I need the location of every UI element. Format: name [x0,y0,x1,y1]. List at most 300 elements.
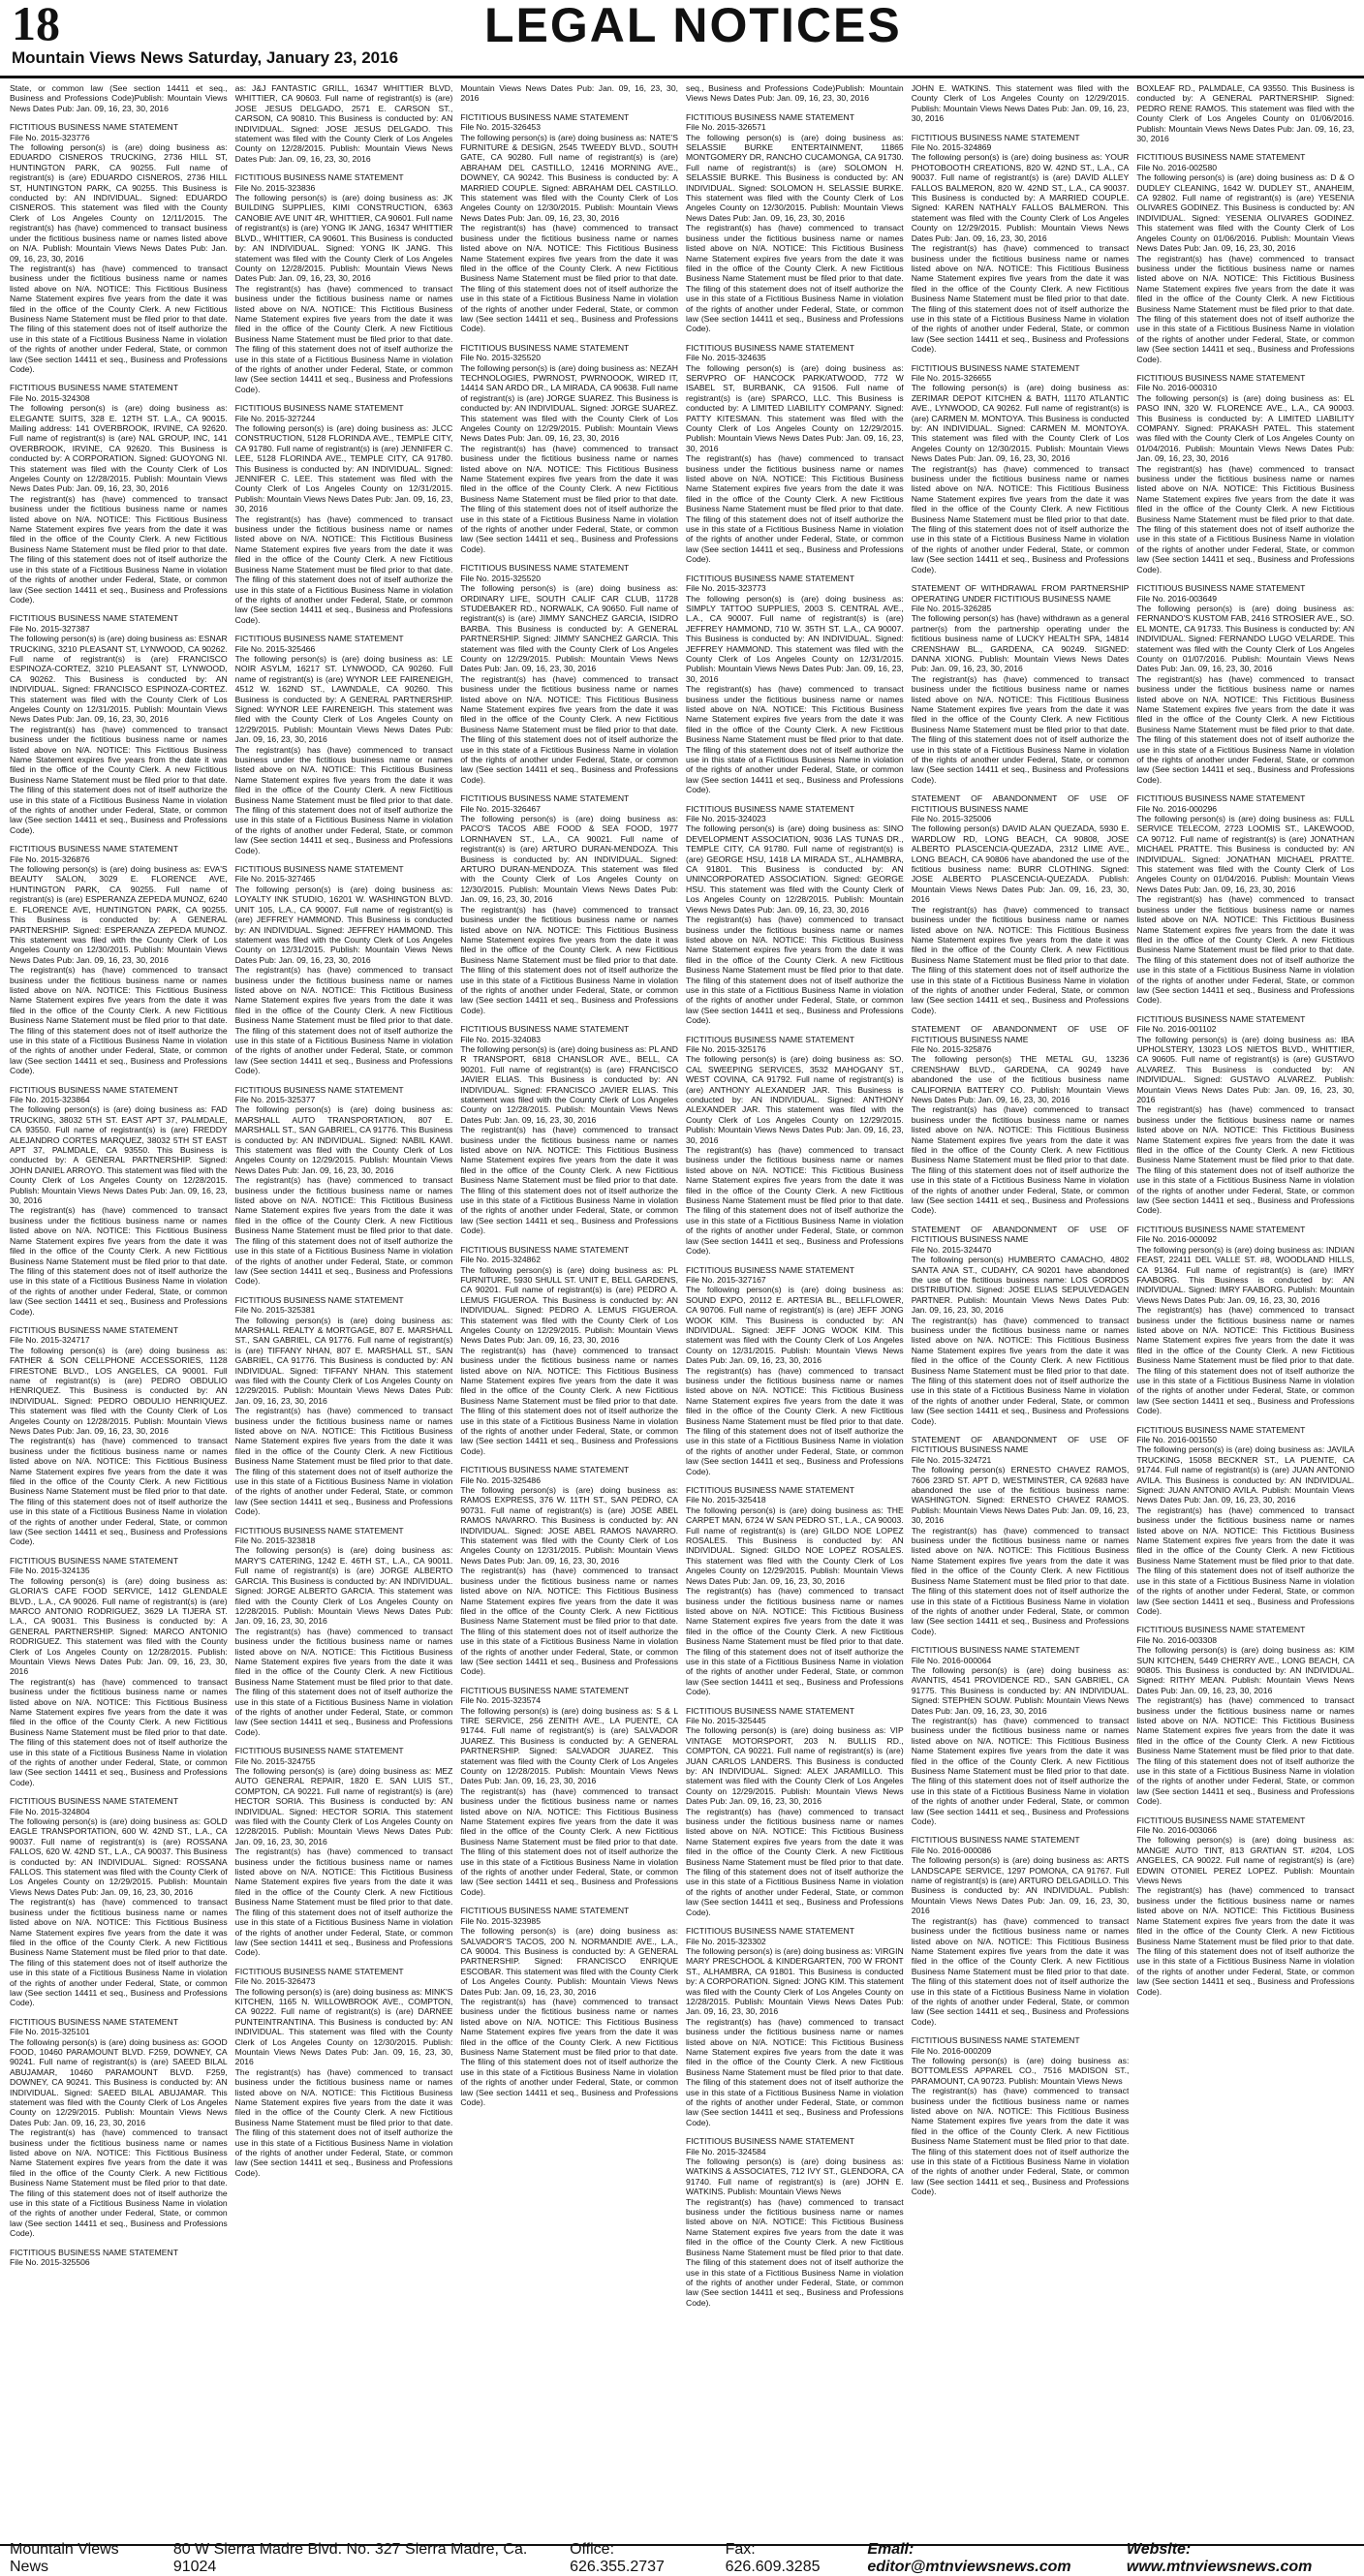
notice-file-number: File No. 2016-000209 [911,2045,992,2056]
legal-notice [460,1906,678,2107]
notice-boilerplate: The registrant(s) has (have) commenced to transact business under the fictitious business name or names listed above on N/A. NOTICE: This Fictitious Business Name Statement expires five years from the date it was filed in the office of the County Clerk. A new Fictitious Business Name Statement must be filed prior to that date. The filing of this statement does not of itself authorize the use in this state of a Fictitious Business Name in violation of the rights of another under Federal, State, or common law (See section 14411 et seq., Business and Professions Code). [1136,1505,1354,1616]
notice-file-number: File No. 2015-326473 [234,1976,316,1987]
notice-title: FICTITIOUS BUSINESS NAME STATEMENT [1136,793,1306,804]
notice-file-number: File No. 2015-323985 [460,1915,541,1926]
notice-file-number: File No. 2015-325006 [911,814,992,824]
notice-title: FICTITIOUS BUSINESS NAME STATEMENT [911,1645,1080,1656]
legal-notice [235,83,453,164]
legal-notice [686,343,904,565]
notice-body: The following person(s) is (are) doing business as: SERVPRO OF HANCOCK PARK/ATWOOD, 772 W ISABEL ST, BURBANK, CA 91506. Full name of registrant(s) is (are) SPARCO, LLC. This Business is conducted by: A LIMITED LIABILITY COMPANY. Signed: PATTY KITESMAN. This statement was filed with the County Clerk of Los Angeles County on 12/29/2015. Publish: Mountain Views News Dates Pub: Jan. 09, 16, 23, 30, 2016 [686,362,904,453]
notice-file-number: File No. 2015-324755 [234,1755,316,1766]
column-3 [460,83,678,2540]
notice-body: The following person(s) is (are) doing business as: GLORIA'S CAFE FOOD SERVICE, 1412 GLENDALE BLVD., L.A., CA 90026. Full name of registrant(s) is (are) MARCO ANTONIO RODRIGUEZ, 3629 LA TIJERA ST. L.A., CA 90031. This Business is conducted by: A GENERAL PARTNERSHIP. Signed: MARCO ANTONIO RODRIGUEZ. This statement was filed with the County Clerk of Los Angeles County on 12/28/2015. Publish: Mountain Views News Dates Pub: Jan. 09, 16, 23, 30, 2016 [10,1575,228,1677]
notice-title: FICTITIOUS BUSINESS NAME STATEMENT [460,1465,630,1475]
notice-file-number: File No. 2015-324083 [460,1034,541,1044]
column-5 [912,83,1130,2540]
notice-file-number: File No. 2015-324721 [911,1454,992,1465]
notice-boilerplate: The registrant(s) has (have) commenced to transact business under the fictitious business name or names listed above on N/A. NOTICE: This Fictitious Business Name Statement expires five years from the date it was filed in the office of the County Clerk. A new Fictitious Business Name Statement must be filed prior to that date. The filing of this statement does not of itself authorize the use in this state of a Fictitious Business Name in violation of the rights of another under Federal, State, or common law (See section 14411 et seq., Business and Professions Code). [234,1626,453,1737]
legal-notice [1136,1425,1354,1617]
notice-boilerplate: The registrant(s) has (have) commenced to transact business under the fictitious business name or names listed above on N/A. NOTICE: This Fictitious Business Name Statement expires five years from the date it was filed in the office of the County Clerk. A new Fictitious Business Name Statement must be filed prior to that date. The filing of this statement does not of itself authorize the use in this state of a Fictitious Business Name in violation of the rights of another under Federal, State, or common law (See section 14411 et seq., Business and Professions Code). [10,493,228,605]
notice-file-number: File No. 2015-325466 [234,643,316,654]
notice-title: FICTITIOUS BUSINESS NAME STATEMENT [10,1796,178,1807]
notice-body: The following person(s) is (are) doing business as: SOUND EXPO, 20112 E. ARTESIA BL., BELLFLOWER, CA 90706. Full name of registrant(s) is (are) JEFF JONG WOOK KIM. This Business is conducted by: AN INDIVIDUAL. Signed: JEFF JONG WOOK KIM. This statement was filed with the County Clerk of Los Angeles County on 12/31/2015. Publish: Mountain Views News Dates Pub: Jan. 09, 16, 23, 30, 2016 [686,1285,904,1366]
notice-title: FICTITIOUS BUSINESS NAME STATEMENT [234,634,404,644]
notice-title: FICTITIOUS BUSINESS NAME STATEMENT [10,122,178,133]
legal-notice [460,1024,678,1236]
notice-file-number: File No. 2016-003308 [1136,1634,1218,1645]
notice-body: The following person(s) is (are) doing business as: LE NOIR ASYLM, 16217 ST. LYNWOOD, CA 90260. Full name of registrant(s) is (are) WYNOR LEE FAIRENEIGH, 4512 W. 162ND ST., LAWNDALE, CA 90260. This Business is conducted by: A GENERAL PARTNERSHIP. Signed: WYNOR LEE FAIRENEIGH. This statement was filed with the County Clerk of Los Angeles County on 12/29/2015. Publish: Mountain Views News Dates Pub: Jan. 09, 16, 23, 30, 2016 [234,653,453,745]
notice-boilerplate: The registrant(s) has (have) commenced to transact business under the fictitious business name or names listed above on N/A. NOTICE: This Fictitious Business Name Statement expires five years from the date it was filed in the office of the County Clerk. A new Fictitious Business Name Statement must be filed prior to that date. The filing of this statement does not of itself authorize the use in this state of a Fictitious Business Name in violation of the rights of another under Federal, State, or common law (See section 14411 et seq., Business and Professions Code). [460,1996,679,2107]
notice-title: FICTITIOUS BUSINESS NAME STATEMENT [234,1525,404,1536]
notice-boilerplate: The registrant(s) has (have) commenced to transact business under the fictitious business name or names listed above on N/A. NOTICE: This Fictitious Business Name Statement expires five years from the date it was filed in the office of the County Clerk. A new Fictitious Business Name Statement must be filed prior to that date. The filing of this statement does not of itself authorize the use in this state of a Fictitious Business Name in violation of the rights of another under Federal, State, or common law (See section 14411 et seq., Business and Professions Code). [686,2196,904,2308]
footer-address: 80 W Sierra Madre Blvd. No. 327 Sierra Madre, Ca. 91024 [172,2540,528,2575]
notice-boilerplate: The registrant(s) has (have) commenced to transact business under the fictitious business name or names listed above on N/A. NOTICE: This Fictitious Business Name Statement expires five years from the date it was filed in the office of the County Clerk. A new Fictitious Business Name Statement must be filed prior to that date. The filing of this statement does not of itself authorize the use in this state of a Fictitious Business Name in violation of the rights of another under Federal, State, or common law (See section 14411 et seq., Business and Professions Code). [686,1365,904,1476]
legal-notice [686,83,904,104]
legal-notice [10,844,228,1075]
notice-title: FICTITIOUS BUSINESS NAME STATEMENT [911,362,1080,373]
notice-boilerplate: The registrant(s) has (have) commenced to transact business under the fictitious business name or names listed above on N/A. NOTICE: This Fictitious Business Name Statement expires five years from the date it was filed in the office of the County Clerk. A new Fictitious Business Name Statement must be filed prior to that date. The filing of this statement does not of itself authorize the use in this state of a Fictitious Business Name in violation of the rights of another under Federal, State, or common law (See section 14411 et seq., Business and Professions Code). [10,1436,228,1547]
notice-file-number: File No. 2015-327387 [10,623,90,634]
notice-title: STATEMENT OF ABANDONMENT OF USE OF FICTITIOUS BUSINESS NAME [911,1224,1130,1245]
notice-boilerplate: The registrant(s) has (have) commenced to transact business under the fictitious business name or names listed above on N/A. NOTICE: This Fictitious Business Name Statement expires five years from the date it was filed in the office of the County Clerk. A new Fictitious Business Name Statement must be filed prior to that date. The filing of this statement does not of itself authorize the use in this state of a Fictitious Business Name in violation of the rights of another under Federal, State, or common law (See section 14411 et seq., Business and Professions Code). [686,453,904,565]
notice-file-number: File No. 2015-325506 [10,2257,90,2268]
notice-body: The following person(s) is (are) doing business as: FULL SERVICE TELECOM, 2723 LOOMIS ST., LAKEWOOD, CA 90712. Full name of registrant(s) is (are) JONATHAN MICHAEL PRATTE. This Business is conducted by: AN INDIVIDUAL. Signed: JONATHAN MICHAEL PRATTE. This statement was filed with the County Clerk of Los Angeles County on 01/04/2016. Publish: Mountain Views News Dates Pub: Jan. 09, 16, 23, 30, 2016 [1136,814,1354,894]
legal-notice [10,2017,228,2239]
notice-body: The following person(s) is (are) doing business as: D & O DUDLEY CLEANING, 1642 W. DUDLEY ST., ANAHEIM, CA 92802. Full name of registrant(s) is (are) YESENIA OLIVARES GODINEZ. This Business is conducted by: AN INDIVIDUAL. Signed: YESENIA OLIVARES GODINEZ. This statement was filed with the County Clerk of Los Angeles County on 01/06/2016. Publish: Mountain Views News Dates Pub: Jan. 09, 16, 23, 30, 2016 [1136,172,1354,254]
column-4 [686,83,904,2540]
legal-notice [1136,1014,1354,1216]
notice-file-number: File No. 2015-323776 [10,132,90,142]
legal-notice [1136,1225,1354,1416]
notice-boilerplate: The registrant(s) has (have) commenced to transact business under the fictitious business name or names listed above on N/A. NOTICE: This Fictitious Business Name Statement expires five years from the date it was filed in the office of the County Clerk. A new Fictitious Business Name Statement must be filed prior to that date. The filing of this statement does not of itself authorize the use in this state of a Fictitious Business Name in violation of the rights of another under Federal, State, or common law (See section 14411 et seq., Business and Professions Code). [460,673,679,785]
notice-body: The following person(s) is (are) doing business as: MARY'S CATERING, 1242 E. 46TH ST., L.A., CA 90011. Full name of registrant(s) is (are) JORGE ALBERTO GARCIA. This Business is conducted by: AN INDIVIDUAL. Signed: JORGE ALBERTO GARCIA. This statement was filed with the County Clerk of Los Angeles County on 12/28/2015. Publish: Mountain Views News Dates Pub: Jan. 09, 16, 23, 30, 2016 [234,1545,453,1627]
notice-title: FICTITIOUS BUSINESS NAME STATEMENT [234,1746,404,1756]
notice-body: The following person(s) has (have) withdrawn as a general partner(s) from the partnership operating under the fictitious business name of LUCKY HEALTH SPA, 14814 CRENSHAW BL., GARDENA, CA 90249. SIGNED: DANNA XIONG. Publish: Mountain Views News Dates Pub: Jan. 09, 16, 23, 30, 2016 [911,613,1130,674]
notice-boilerplate: The registrant(s) has (have) commenced to transact business under the fictitious business name or names listed above on N/A. NOTICE: This Fictitious Business Name Statement expires five years from the date it was filed in the office of the County Clerk. A new Fictitious Business Name Statement must be filed prior to that date. The filing of this statement does not of itself authorize the use in this state of a Fictitious Business Name in violation of the rights of another under Federal, State, or common law (See section 14411 et seq., Business and Professions Code). [10,1205,228,1317]
notice-file-number: File No. 2015-324584 [686,2146,766,2157]
legal-notice [686,1485,904,1697]
notice-file-number: File No. 2015-325445 [686,1715,766,1725]
notice-file-number: File No. 2015-324308 [10,392,90,403]
notice-title: FICTITIOUS BUSINESS NAME STATEMENT [10,1324,178,1335]
notice-file-number: File No. 2015-324470 [911,1244,992,1255]
notice-body: The following person(s) is (are) doing business as: MANGIE AUTO TINT, 813 GRATIAN ST. #204, LOS ANGELES, CA 90022. Full name of registrant(s) is (are) EDWIN OTONIEL PEREZ LOPEZ. Publish: Mountain Views News [1136,1835,1354,1886]
notice-title: FICTITIOUS BUSINESS NAME STATEMENT [234,172,404,183]
legal-notice [235,1526,453,1738]
legal-notices-columns [10,83,1354,2540]
footer-fax: Fax: 626.609.3285 [725,2540,821,2575]
notice-body: The following person(s) is (are) doing business as: PL FURNITURE, 5930 SHULL ST. UNIT E, BELL GARDENS, CA 90201. Full name of registrant(s) is (are) PEDRO A. LEMUS FIGUEROA. This Business is conducted by: AN INDIVIDUAL. Signed: PEDRO A. LEMUS FIGUEROA. This statement was filed with the County Clerk of Los Angeles County on 12/29/2015. Publish: Mountain Views News Dates Pub: Jan. 09, 16, 23, 30, 2016 [460,1264,679,1346]
notice-title: FICTITIOUS BUSINESS NAME STATEMENT [1136,372,1306,383]
footer-website-link[interactable]: Website: www.mtnviewsnews.com [1126,2540,1313,2575]
notice-file-number: File No. 2016-003649 [1136,593,1218,604]
legal-notice [912,1645,1130,1826]
notice-body: The following person(s) is (are) doing business as: AVANTIS, 4541 PROVIDENCE RD., SAN GABRIEL, CA 91775. This Business is conducted by: AN INDIVIDUAL. Signed: STEPHEN SOUW. Publish: Mountain Views News Dates Pub: Jan. 09, 16, 23, 30, 2016 [911,1664,1130,1716]
notice-body: The following person(s) is (are) doing business as: FERNANDO'S KUSTOM FAB, 2416 STROSIER AVE., SO. EL MONTE, CA 91733. This Business is conducted by: AN INDIVIDUAL. Signed: FERNANDO LUGO VELARDE. This statement was filed with the County Clerk of Los Angeles County on 01/07/2016. Publish: Mountain Views News Dates Pub: Jan. 09, 16, 23, 30, 2016 [1136,603,1354,674]
notice-body: The following person(s) is (are) doing business as: GOOD FOOD, 10460 PARAMOUNT BLVD. F259, DOWNEY, CA 90241. Full name of registrant(s) is (are) SAEED BILAL ABUJAMAR, 10460 PARAMOUNT BLVD. F259, DOWNEY, CA 90241. This Business is conducted by: AN INDIVIDUAL. Signed: SAEED BILAL ABUJAMAR. This statement was filed with the County Clerk of Los Angeles County on 12/29/2015. Publish: Mountain Views News Dates Pub: Jan. 09, 16, 23, 30, 2016 [10,2036,228,2127]
notice-title: FICTITIOUS BUSINESS NAME STATEMENT [10,383,178,393]
notice-boilerplate: The registrant(s) has (have) commenced to transact business under the fictitious business name or names listed above on N/A. NOTICE: This Fictitious Business Name Statement expires five years from the date it was filed in the office of the County Clerk. A new Fictitious Business Name Statement must be filed prior to that date. The filing of this statement does not of itself authorize the use in this state of a Fictitious Business Name in violation of the rights of another under Federal, State, or common law (See section 14411 et seq., Business and Professions Code). [234,283,453,394]
notice-title: FICTITIOUS BUSINESS NAME STATEMENT [686,1926,854,1937]
notice-boilerplate: The registrant(s) has (have) commenced to transact business under the fictitious business name or names listed above on N/A. NOTICE: This Fictitious Business Name Statement expires five years from the date it was filed in the office of the County Clerk. A new Fictitious Business Name Statement must be filed prior to that date. The filing of this statement does not of itself authorize the use in this state of a Fictitious Business Name in violation of the rights of another under Federal, State, or common law (See section 14411 et seq., Business and Professions Code). [1136,463,1354,574]
notice-body: The following person(s) is (are) doing business as: SALVADOR'S TACOS, 200 N. NORMANDIE AVE., L.A., CA 90004. This Business is conducted by: A GENERAL PARTNERSHIP. Signed: FRANCISCO ENRIQUE ESCOBAR. This statement was filed with the County Clerk of Los Angeles County. Publish: Mountain Views News Dates Pub: Jan. 09, 16, 23, 30, 2016 [460,1926,679,1997]
notice-title: FICTITIOUS BUSINESS NAME STATEMENT [460,342,630,353]
notice-body: The following person(s) is (are) doing business as: VIRGIN MARY PRESCHOOL & KINDERGARTEN, 700 W FRONT ST., ALHAMBRA, CA 91801. This Business is conducted by: A CORPORATION. Signed: JONG KIM. This statement was filed with the County Clerk of Los Angeles County on 12/28/2015. Publish: Mountain Views News Dates Pub: Jan. 09, 16, 23, 30, 2016 [686,1945,904,2017]
legal-notice [686,1926,904,2127]
notice-boilerplate: The registrant(s) has (have) commenced to transact business under the fictitious business name or names listed above on N/A. NOTICE: This Fictitious Business Name Statement expires five years from the date it was filed in the office of the County Clerk. A new Fictitious Business Name Statement must be filed prior to that date. The filing of this statement does not of itself authorize the use in this state of a Fictitious Business Name in violation of the rights of another under Federal, State, or common law (See section 14411 et seq., Business and Professions Code). [1136,1885,1354,1997]
notice-file-number: File No. 2015-325486 [460,1474,541,1485]
notice-body: The following person(s) is (are) doing business as: EDUARDO CISNEROS TRUCKING, 2736 HILL ST, HUNTINGTON PARK, CA 90255. Full name of registrant(s) is (are) EDUARDO CISNEROS, 2736 HILL ST, HUNTINGTON PARK, CA 90255. This Business is conducted by: AN INDIVIDUAL. Signed: EDUARDO CISNEROS. This statement was filed with the County Clerk of Los Angeles County on 12/11/2015. The registrant(s) has (have) commenced to transact business under the fictitious business name or names listed above on N/A. Publish: Mountain Views News Dates Pub: Jan. 09, 16, 23, 30, 2016 [10,142,228,264]
notice-file-number: File No. 2016-000092 [1136,1234,1218,1245]
notice-boilerplate: The registrant(s) has (have) commenced to transact business under the fictitious business name or names listed above on N/A. NOTICE: This Fictitious Business Name Statement expires five years from the date it was filed in the office of the County Clerk. A new Fictitious Business Name Statement must be filed prior to that date. The filing of this statement does not of itself authorize the use in this state of a Fictitious Business Name in violation of the rights of another under Federal, State, or common law (See section 14411 et seq., Business and Professions Code). [460,1566,679,1677]
legal-notice [235,172,453,394]
notice-body: Mountain Views News Dates Pub: Jan. 09, 16, 23, 30, 2016 [460,83,679,104]
notice-title: FICTITIOUS BUSINESS NAME STATEMENT [1136,1424,1306,1435]
notice-body: The following person(s) is (are) doing business as: MINK'S KITCHEN, 1165 N. WILLOWBROOK AVE., COMPTON, CA 90222. Full name of registrant(s) is (are) DARNEE PUNTEINTRANTINA. This Business is conducted by: AN INDIVIDUAL. This statement was filed with the County Clerk of Los Angeles County on 12/30/2015. Publish: Mountain Views News Dates Pub: Jan. 09, 16, 23, 30, 2016 [234,1986,453,2067]
notice-file-number: File No. 2015-323818 [234,1536,316,1546]
legal-notice [10,1796,228,2008]
notice-body: The following person(s) is (are) doing business as: NATE'S FURNITURE & DESIGN, 2545 TWEEDY BLVD., SOUTH GATE, CA 90280. Full name of registrant(s) is (are) ABRAHAM DEL CASTILLO, 12416 MORNING AVE., DOWNEY, CA 90242. This Business is conducted by: A MARRIED COUPLE. Signed: ABRAHAM DEL CASTILLO. This statement was filed with the County Clerk of Los Angeles County on 12/30/2015. Publish: Mountain Views News Dates Pub: Jan. 09, 16, 23, 30, 2016 [460,132,679,223]
notice-title: FICTITIOUS BUSINESS NAME STATEMENT [234,1294,404,1305]
notice-title: FICTITIOUS BUSINESS NAME STATEMENT [460,1024,630,1035]
notice-file-number: File No. 2015-326285 [911,603,992,613]
notice-boilerplate: The registrant(s) has (have) commenced to transact business under the fictitious business name or names listed above on N/A. NOTICE: This Fictitious Business Name Statement expires five years from the date it was filed in the office of the County Clerk. A new Fictitious Business Name Statement must be filed prior to that date. The filing of this statement does not of itself authorize the use in this state of a Fictitious Business Name in violation of the rights of another under Federal, State, or common law (See section 14411 et seq., Business and Professions Code). [10,965,228,1076]
notice-title: STATEMENT OF ABANDONMENT OF USE OF FICTITIOUS BUSINESS NAME [911,793,1130,814]
legal-notice [10,122,228,374]
legal-notice [912,1024,1130,1216]
legal-notice [460,563,678,785]
legal-notice [10,1325,228,1547]
notice-title: FICTITIOUS BUSINESS NAME STATEMENT [10,2247,178,2257]
notice-title: FICTITIOUS BUSINESS NAME STATEMENT [460,111,630,122]
notice-body: The following person(s) is (are) doing business as: ELEGANTE SUITS, 328 E. 12TH ST. L.A., CA 90015. Mailing address: 141 OVERBROOK, IRVINE, CA 92620. Full name of registrant(s) is (are) NAL GROUP, INC, 141 OVERBROOK, IRVINE, CA 92620. This Business is conducted by: A CORPORATION. Signed: GUOYONG NI. This statement was filed with the County Clerk of Los Angeles County on 12/28/2015. Publish: Mountain Views News Dates Pub: Jan. 09, 16, 23, 30, 2016 [10,403,228,494]
notice-file-number: File No. 2015-323773 [686,583,766,594]
notice-file-number: File No. 2016-001102 [1136,1024,1217,1035]
notice-boilerplate: The registrant(s) has (have) commenced to transact business under the fictitious business name or names listed above on N/A. NOTICE: This Fictitious Business Name Statement expires five years from the date it was filed in the office of the County Clerk. A new Fictitious Business Name Statement must be filed prior to that date. The filing of this statement does not of itself authorize the use in this state of a Fictitious Business Name in violation of the rights of another under Federal, State, or common law (See section 14411 et seq., Business and Professions Code). [686,1806,904,1917]
page-number: 18 [12,0,60,50]
legal-notice [686,112,904,334]
notice-title: FICTITIOUS BUSINESS NAME STATEMENT [234,1966,404,1976]
legal-notice [460,343,678,555]
column-1 [10,83,228,2540]
notice-title: FICTITIOUS BUSINESS NAME STATEMENT [686,111,854,122]
notice-title: FICTITIOUS BUSINESS NAME STATEMENT [911,1835,1080,1846]
notice-title: FICTITIOUS BUSINESS NAME STATEMENT [234,1084,404,1095]
notice-boilerplate: The registrant(s) has (have) commenced to transact business under the fictitious business name or names listed above on N/A. NOTICE: This Fictitious Business Name Statement expires five years from the date it was filed in the office of the County Clerk. A new Fictitious Business Name Statement must be filed prior to that date. The filing of this statement does not of itself authorize the use in this state of a Fictitious Business Name in violation of the rights of another under Federal, State, or common law (See section 14411 et seq., Business and Professions Code). [911,2086,1130,2197]
notice-file-number: File No. 2015-325876 [911,1043,992,1054]
legal-notice [912,1225,1130,1426]
notice-boilerplate: The registrant(s) has (have) commenced to transact business under the fictitious business name or names listed above on N/A. NOTICE: This Fictitious Business Name Statement expires five years from the date it was filed in the office of the County Clerk. A new Fictitious Business Name Statement must be filed prior to that date. The filing of this statement does not of itself authorize the use in this state of a Fictitious Business Name in violation of the rights of another under Federal, State, or common law (See section 14411 et seq., Business and Professions Code). [686,915,904,1026]
notice-boilerplate: The registrant(s) has (have) commenced to transact business under the fictitious business name or names listed above on N/A. NOTICE: This Fictitious Business Name Statement expires five years from the date it was filed in the office of the County Clerk. A new Fictitious Business Name Statement must be filed prior to that date. The filing of this statement does not of itself authorize the use in this state of a Fictitious Business Name in violation of the rights of another under Federal, State, or common law (See section 14411 et seq., Business and Professions Code). [1136,253,1354,364]
notice-body: The following person(s) is (are) doing business as: LOYALTY INK STUDIO, 16201 W. WASHINGTON BLVD. UNIT 105, L.A., CA 90007. Full name of registrant(s) is (are) JEFFREY HAMMOND. This Business is conducted by: AN INDIVIDUAL. Signed: JEFFREY HAMMOND. This statement was filed with the County Clerk of Los Angeles County on 12/31/2015. Publish: Mountain Views News Dates Pub: Jan. 09, 16, 23, 30, 2016 [234,884,453,965]
notice-file-number: File No. 2015-325176 [686,1043,766,1054]
notice-body: The following person(s) is (are) doing business as: EVA'S BEAUTY SALON, 3029 E. FLORENCE AVE, HUNTINGTON PARK, CA 90255. Full name of registrant(s) is (are) ESPERANZA ZEPEDA MUNOZ, 6240 E. FLORENCE AVE, HUNTINGTON PARK, CA 90255. This Business is conducted by: A GENERAL PARTNERSHIP. Signed: ESPERANZA ZEPEDA MUNOZ. This statement was filed with the County Clerk of Los Angeles County on 12/30/2015. Publish: Mountain Views News Dates Pub: Jan. 09, 16, 23, 30, 2016 [10,864,228,965]
notice-boilerplate: The registrant(s) has (have) commenced to transact business under the fictitious business name or names listed above on N/A. NOTICE: This Fictitious Business Name Statement expires five years from the date it was filed in the office of the County Clerk. A new Fictitious Business Name Statement must be filed prior to that date. The filing of this statement does not of itself authorize the use in this state of a Fictitious Business Name in violation of the rights of another under Federal, State, or common law (See section 14411 et seq., Business and Professions Code). [10,2127,228,2239]
legal-notice [235,1746,453,1958]
notice-title: FICTITIOUS BUSINESS NAME STATEMENT [10,844,178,854]
legal-notice [460,1465,678,1677]
notice-body: as: J&J FANTASTIC GRILL, 16347 WHITTIER BLVD, WHITTIER, CA 90603. Full name of registrant(s) is (are) JOSE JESUS DELGADO, 2571 E. CARSON ST., CARSON, CA 90810. This Business is conducted by: AN INDIVIDUAL. Signed: JOSE JESUS DELGADO. This statement was filed with the County Clerk of Los Angeles County on 12/28/2015. Publish: Mountain Views News Dates Pub: Jan. 09, 16, 23, 30, 2016 [234,83,453,164]
notice-title: FICTITIOUS BUSINESS NAME STATEMENT [1136,152,1306,163]
page-footer [0,2540,1364,2575]
legal-notice [912,363,1130,575]
notice-file-number: File No. 2015-326876 [10,853,90,864]
paper-dateline: Mountain Views News Saturday, January 23, 2016 [12,48,399,67]
notice-body: The following person(s) is (are) doing business as: ARTS LANDSCAPE SERVICE, 1297 POMONA, CA 91767. Full name of registrant(s) is (are) ARTURO DELGADILLO. This Business is conducted by: AN INDIVIDUAL. Publish: Mountain Views News Dates Pub: Jan. 09, 16, 23, 30, 2016 [911,1855,1130,1916]
notice-boilerplate: The registrant(s) has (have) commenced to transact business under the fictitious business name or names listed above on N/A. NOTICE: This Fictitious Business Name Statement expires five years from the date it was filed in the office of the County Clerk. A new Fictitious Business Name Statement must be filed prior to that date. The filing of this statement does not of itself authorize the use in this state of a Fictitious Business Name in violation of the rights of another under Federal, State, or common law (See section 14411 et seq., Business and Professions Code). [911,904,1130,1015]
notice-title: FICTITIOUS BUSINESS NAME STATEMENT [10,2016,178,2027]
notice-boilerplate: The registrant(s) has (have) commenced to transact business under the fictitious business name or names listed above on N/A. NOTICE: This Fictitious Business Name Statement expires five years from the date it was filed in the office of the County Clerk. A new Fictitious Business Name Statement must be filed prior to that date. The filing of this statement does not of itself authorize the use in this state of a Fictitious Business Name in violation of the rights of another under Federal, State, or common law (See section 14411 et seq., Business and Professions Code). [234,965,453,1076]
legal-notice [686,804,904,1026]
notice-title: FICTITIOUS BUSINESS NAME STATEMENT [686,573,854,583]
notice-file-number: File No. 2015-326453 [460,122,541,133]
notice-body: The following person(s) is (are) doing business as: EL PASO INN, 320 W. FLORENCE AVE., L.A., CA 90003. This Business is conducted by: A LIMITED LIABILITY COMPANY. Signed: PRAKASH PATEL. This statement was filed with the County Clerk of Los Angeles County on 01/04/2016. Publish: Mountain Views News Dates Pub: Jan. 09, 16, 23, 30, 2016 [1136,392,1354,464]
notice-body: JOHN E. WATKINS. This statement was filed with the County Clerk of Los Angeles County on 12/29/2015. Publish: Mountain Views News Dates Pub: Jan. 09, 16, 23, 30, 2016 [911,83,1130,124]
legal-notice [1136,373,1354,574]
notice-body: The following person(s) is (are) doing business as: VIP VINTAGE MOTORSPORT, 203 N. BULLIS RD., COMPTON, CA 90221. Full name of registrant(s) is (are) JUAN CARLOS LANDERS. This Business is conducted by: AN INDIVIDUAL. Signed: ALEX JARAMILLO. This statement was filed with the County Clerk of Los Angeles County on 12/29/2015. Publish: Mountain Views News Dates Pub: Jan. 09, 16, 23, 30, 2016 [686,1725,904,1807]
section-title: LEGAL NOTICES [484,0,902,52]
page-header [0,0,1364,78]
column-6 [1136,83,1354,2540]
notice-body: The following person(s) is (are) doing business as: BOTTOMLESS APPAREL CO., 7516 MADISON ST., PARAMOUNT, CA 90723. Publish: Mountain Views News [911,2055,1130,2086]
notice-body: The following person(s) is (are) doing business as: JAVILA TRUCKING, 15058 BECKNER ST., LA PUENTE, CA 91744. Full name of registrant(s) is (are) JUAN ANTONIO AVILA. This Business is conducted by: AN INDIVIDUAL. Signed: JUAN ANTONIO AVILA. Publish: Mountain Views News Dates Pub: Jan. 09, 16, 23, 30, 2016 [1136,1444,1354,1505]
notice-body: The following person(s) is (are) doing business as: THE CARPET MAN, 6724 W SAN PEDRO ST., L.A., CA 90003. Full name of registrant(s) is (are) GILDO NOE LOPEZ ROSALES. This Business is conducted by: AN INDIVIDUAL. Signed: GILDO NOE LOPEZ ROSALES. This statement was filed with the County Clerk of Los Angeles County on 12/29/2015. Publish: Mountain Views News Dates Pub: Jan. 09, 16, 23, 30, 2016 [686,1505,904,1586]
notice-file-number: File No. 2015-324635 [686,353,766,363]
notice-title: FICTITIOUS BUSINESS NAME STATEMENT [686,1034,854,1044]
notice-file-number: File No. 2016-000086 [911,1845,992,1855]
notice-boilerplate: The registrant(s) has (have) commenced to transact business under the fictitious business name or names listed above on N/A. NOTICE: This Fictitious Business Name Statement expires five years from the date it was filed in the office of the County Clerk. A new Fictitious Business Name Statement must be filed prior to that date. The filing of this statement does not of itself authorize the use in this state of a Fictitious Business Name in violation of the rights of another under Federal, State, or common law (See section 14411 et seq., Business and Professions Code). [911,243,1130,355]
notice-boilerplate: The registrant(s) has (have) commenced to transact business under the fictitious business name or names listed above on N/A. NOTICE: This Fictitious Business Name Statement expires five years from the date it was filed in the office of the County Clerk. A new Fictitious Business Name Statement must be filed prior to that date. The filing of this statement does not of itself authorize the use in this state of a Fictitious Business Name in violation of the rights of another under Federal, State, or common law (See section 14411 et seq., Business and Professions Code). [10,1676,228,1787]
legal-notice [1136,1816,1354,1997]
legal-notice [912,2035,1130,2197]
legal-notice [10,2248,228,2268]
notice-body: The following person(s) is (are) doing business as: SO. CAL SWEEPING SERVICES, 3532 MAHOGANY ST., WEST COVINA, CA 91792. Full name of registrant(s) is (are) ANTHONY ALEXANDER JAR. This Business is conducted by: AN INDIVIDUAL. Signed: ANTHONY ALEXANDER JAR. This statement was filed with the County Clerk of Los Angeles County on 12/29/2015. Publish: Mountain Views News Dates Pub: Jan. 09, 16, 23, 30, 2016 [686,1054,904,1145]
legal-notice [912,583,1130,785]
notice-body: The following person(s) is (are) doing business as: RAMOS EXPRESS, 376 W. 11TH ST., SAN PEDRO, CA 90731. Full name of registrant(s) is (are) JOSE ABEL RAMOS NAVARRO. This Business is conducted by: AN INDIVIDUAL. Signed: JOSE ABEL RAMOS NAVARRO. This statement was filed with the County Clerk of Los Angeles County on 12/31/2015. Publish: Mountain Views News Dates Pub: Jan. 09, 16, 23, 30, 2016 [460,1485,679,1566]
notice-title: FICTITIOUS BUSINESS NAME STATEMENT [1136,1815,1306,1825]
notice-boilerplate: The registrant(s) has (have) commenced to transact business under the fictitious business name or names listed above on N/A. NOTICE: This Fictitious Business Name Statement expires five years from the date it was filed in the office of the County Clerk. A new Fictitious Business Name Statement must be filed prior to that date. The filing of this statement does not of itself authorize the use in this state of a Fictitious Business Name in violation of the rights of another under Federal, State, or common law (See section 14411 et seq., Business and Professions Code). [911,673,1130,785]
notice-boilerplate: The registrant(s) has (have) commenced to transact business under the fictitious business name or names listed above on N/A. NOTICE: This Fictitious Business Name Statement expires five years from the date it was filed in the office of the County Clerk. A new Fictitious Business Name Statement must be filed prior to that date. The filing of this statement does not of itself authorize the use in this state of a Fictitious Business Name in violation of the rights of another under Federal, State, or common law (See section 14411 et seq., Business and Professions Code). [686,1145,904,1257]
notice-title: FICTITIOUS BUSINESS NAME STATEMENT [1136,1224,1306,1234]
notice-boilerplate: The registrant(s) has (have) commenced to transact business under the fictitious business name or names listed above on N/A. NOTICE: This Fictitious Business Name Statement expires five years from the date it was filed in the office of the County Clerk. A new Fictitious Business Name Statement must be filed prior to that date. The filing of this statement does not of itself authorize the use in this state of a Fictitious Business Name in violation of the rights of another under Federal, State, or common law (See section 14411 et seq., Business and Professions Code). [460,1125,679,1236]
notice-file-number: File No. 2015-324135 [10,1566,90,1576]
notice-title: FICTITIOUS BUSINESS NAME STATEMENT [10,1555,178,1566]
notice-body: The following person(s) is (are) doing business as: PACO'S TACOS ABE FOOD & SEA FOOD, 1977 LORNHAVEN ST., L.A., CA 90021. Full name of registrant(s) is (are) ARTURO DURAN-MENDOZA. This Business is conducted by: AN INDIVIDUAL. Signed: ARTURO DURAN-MENDOZA. This statement was filed with the County Clerk of Los Angeles County on 12/30/2015. Publish: Mountain Views News Dates Pub: Jan. 09, 16, 23, 30, 2016 [460,814,679,905]
notice-title: FICTITIOUS BUSINESS NAME STATEMENT [686,803,854,814]
notice-file-number: File No. 2015-324023 [686,814,766,824]
notice-file-number: File No. 2015-325381 [234,1305,316,1316]
notice-file-number: File No. 2015-324804 [10,1806,90,1816]
notice-boilerplate: The registrant(s) has (have) commenced to transact business under the fictitious business name or names listed above on N/A. NOTICE: This Fictitious Business Name Statement expires five years from the date it was filed in the office of the County Clerk. A new Fictitious Business Name Statement must be filed prior to that date. The filing of this statement does not of itself authorize the use in this state of a Fictitious Business Name in violation of the rights of another under Federal, State, or common law (See section 14411 et seq., Business and Professions Code). [686,223,904,334]
notice-title: FICTITIOUS BUSINESS NAME STATEMENT [686,1485,854,1496]
notice-file-number: File No. 2016-002580 [1136,162,1218,172]
notice-boilerplate: The registrant(s) has (have) commenced to transact business under the fictitious business name or names listed above on N/A. NOTICE: This Fictitious Business Name Statement expires five years from the date it was filed in the office of the County Clerk. A new Fictitious Business Name Statement must be filed prior to that date. The filing of this statement does not of itself authorize the use in this state of a Fictitious Business Name in violation of the rights of another under Federal, State, or common law (See section 14411 et seq., Business and Professions Code). [911,463,1130,574]
notice-boilerplate: The registrant(s) has (have) commenced to transact business under the fictitious business name or names listed above on N/A. NOTICE: This Fictitious Business Name Statement expires five years from the date it was filed in the office of the County Clerk. A new Fictitious Business Name Statement must be filed prior to that date. The filing of this statement does not of itself authorize the use in this state of a Fictitious Business Name in violation of the rights of another under Federal, State, or common law (See section 14411 et seq., Business and Professions Code). [460,1345,679,1456]
notice-file-number: File No. 2015-323574 [460,1695,541,1706]
notice-body: The following person(s) is (are) doing business as: GOLD EAGLE TRANSPORTATION, 600 W. 42ND ST., L.A., CA 90037. Full name of registrant(s) is (are) ROSSANA FALLOS, 620 W. 42ND ST., L.A., CA 90037. This Business is conducted by: AN INDIVIDUAL. Signed: ROSSANA FALLOS. This statement was filed with the County Clerk of Los Angeles County on 12/29/2015. Publish: Mountain Views News Dates Pub: Jan. 09, 16, 23, 30, 2016 [10,1816,228,1897]
notice-boilerplate: The registrant(s) has (have) commenced to transact business under the fictitious business name or names listed above on N/A. NOTICE: This Fictitious Business Name Statement expires five years from the date it was filed in the office of the County Clerk. A new Fictitious Business Name Statement must be filed prior to that date. The filing of this statement does not of itself authorize the use in this state of a Fictitious Business Name in violation of the rights of another under Federal, State, or common law (See section 14411 et seq., Business and Professions Code). [1136,1104,1354,1216]
notice-title: FICTITIOUS BUSINESS NAME STATEMENT [911,2035,1080,2046]
notice-body: The following person(s) is (are) doing business as: IBA UPHOLSTERY, 13023 LOS NIETOS BLVD., WHITTIER, CA 90605. Full name of registrant(s) is (are) GUSTAVO ALVAREZ. This Business is conducted by: AN INDIVIDUAL. Signed: GUSTAVO ALVAREZ. Publish: Mountain Views News Dates Pub: Jan. 09, 16, 23, 30, 2016 [1136,1034,1354,1104]
legal-notice [912,83,1130,124]
notice-title: FICTITIOUS BUSINESS NAME STATEMENT [10,613,178,624]
notice-title: FICTITIOUS BUSINESS NAME STATEMENT [686,2136,854,2147]
notice-file-number: File No. 2015-324862 [460,1255,541,1265]
notice-boilerplate: The registrant(s) has (have) commenced to transact business under the fictitious business name or names listed above on N/A. NOTICE: This Fictitious Business Name Statement expires five years from the date it was filed in the office of the County Clerk. A new Fictitious Business Name Statement must be filed prior to that date. The filing of this statement does not of itself authorize the use in this state of a Fictitious Business Name in violation of the rights of another under Federal, State, or common law (See section 14411 et seq., Business and Professions Code). [911,1104,1130,1216]
notice-title: FICTITIOUS BUSINESS NAME STATEMENT [911,132,1080,142]
notice-body: The following person(s) is (are) doing business as: JK BUILDING SUPPLIES, KIMI CONSTRUCTION, 6363 CANOBIE AVE UNIT 4R, WHITTIER, CA 90601. Full name of registrant(s) is (are) YONG IK JANG, 16347 WHITTIER BLVD., WHITTIER, CA 90601. This Business is conducted by: AN INDIVIDUAL. Signed: YONG IK JANG. This statement was filed with the County Clerk of Los Angeles County on 12/28/2015. Publish: Mountain Views News Dates Pub: Jan. 09, 16, 23, 30, 2016 [234,193,453,284]
legal-notice [460,83,678,104]
notice-boilerplate: The registrant(s) has (have) commenced to transact business under the fictitious business name or names listed above on N/A. NOTICE: This Fictitious Business Name Statement expires five years from the date it was filed in the office of the County Clerk. A new Fictitious Business Name Statement must be filed prior to that date. The filing of this statement does not of itself authorize the use in this state of a Fictitious Business Name in violation of the rights of another under Federal, State, or common law (See section 14411 et seq., Business and Professions Code). [234,1175,453,1287]
legal-notice [686,1265,904,1477]
notice-body: The following person(s) DAVID ALAN QUEZADA, 5930 E. WARDLOW RD, LONG BEACH, CA 90808, JOSE ALBERTO PLASCENCIA-QUEZADA, 2312 LIME AVE., LONG BEACH, CA 90806 have abandoned the use of the fictitious business name: BURR CLOTHING. Signed: JOSE ALBERTO PLASCENCIA-QUEZADA. Publish: Mountain Views News Dates Pub: Jan. 09, 16, 23, 30, 2016 [911,823,1130,905]
legal-notice [912,133,1130,355]
notice-file-number: File No. 2015-327465 [234,874,316,885]
notice-body: The following person(s) is (are) doing business as: SIMPLY TATTOO SUPPLIES, 2003 S. CENTRAL AVE., L.A., CA 90007. Full name of registrant(s) is (are) JEFFREY HAMMOND, 710 W. 35TH ST. L.A., CA 90007. This Business is conducted by: AN INDIVIDUAL. Signed: JEFFREY HAMMOND. This statement was filed with the County Clerk of Los Angeles County on 12/31/2015. Publish: Mountain Views News Dates Pub: Jan. 09, 16, 23, 30, 2016 [686,593,904,684]
notice-file-number: File No. 2015-325520 [460,573,541,583]
legal-notice [686,1706,904,1918]
notice-boilerplate: The registrant(s) has (have) commenced to transact business under the fictitious business name or names listed above on N/A. NOTICE: This Fictitious Business Name Statement expires five years from the date it was filed in the office of the County Clerk. A new Fictitious Business Name Statement must be filed prior to that date. The filing of this statement does not of itself authorize the use in this state of a Fictitious Business Name in violation of the rights of another under Federal, State, or common law (See section 14411 et seq., Business and Professions Code). [1136,1695,1354,1807]
legal-notice [235,864,453,1076]
notice-body: The following person(s) is (are) doing business as: MEZ AUTO GENERAL REPAIR, 1820 E. SAN LUIS ST., COMPTON, CA 90221. Full name of registrant(s) is (are) HECTOR SORIA. This Business is conducted by: AN INDIVIDUAL. Signed: HECTOR SORIA. This statement was filed with the County Clerk of Los Angeles County on 12/28/2015. Publish: Mountain Views News Dates Pub: Jan. 09, 16, 23, 30, 2016 [234,1766,453,1847]
notice-body: The following person(s) is (are) doing business as: FATHER & SON CELLPHONE ACCESSORIES, 1128 FIRESTONE BLVD., LOS ANGELES, CA 90001. Full name of registrant(s) is (are) PEDRO OBDULIO HENRIQUEZ. This Business is conducted by: AN INDIVIDUAL. Signed: PEDRO OBDULIO HENRIQUEZ. This statement was filed with the County Clerk of Los Angeles County on 12/28/2015. Publish: Mountain Views News Dates Pub: Jan. 09, 16, 23, 30, 2016 [10,1345,228,1436]
notice-boilerplate: The registrant(s) has (have) commenced to transact business under the fictitious business name or names listed above on N/A. NOTICE: This Fictitious Business Name Statement expires five years from the date it was filed in the office of the County Clerk. A new Fictitious Business Name Statement must be filed prior to that date. The filing of this statement does not of itself authorize the use in this state of a Fictitious Business Name in violation of the rights of another under Federal, State, or common law (See section 14411 et seq., Business and Professions Code). [234,2066,453,2178]
notice-file-number: File No. 2016-001550 [1136,1435,1218,1444]
notice-boilerplate: The registrant(s) has (have) commenced to transact business under the fictitious business name or names listed above on N/A. NOTICE: This Fictitious Business Name Statement expires five years from the date it was filed in the office of the County Clerk. A new Fictitious Business Name Statement must be filed prior to that date. The filing of this statement does not of itself authorize the use in this state of a Fictitious Business Name in violation of the rights of another under Federal, State, or common law (See section 14411 et seq., Business and Professions Code). [1136,1305,1354,1416]
legal-notice [1136,1625,1354,1806]
notice-body: The following person(s) is (are) doing business as: PL AND R TRANSPORT, 6818 CHANSLOR AVE., BELL, CA 90201. Full name of registrant(s) is (are) FRANCISCO JAVIER ELIAS. This Business is conducted by: AN INDIVIDUAL. Signed: FRANCISCO JAVIER ELIAS. This statement was filed with the County Clerk of Los Angeles County on 12/28/2015. Publish: Mountain Views News Dates Pub: Jan. 09, 16, 23, 30, 2016 [460,1043,679,1125]
notice-file-number: File No. 2016-000310 [1136,383,1218,393]
legal-notice [460,1245,678,1457]
notice-body: The following person(s) is (are) doing business as: KIM SUN KITCHEN, 5449 CHERRY AVE., LONG BEACH, CA 90805. This Business is conducted by: AN INDIVIDUAL. Signed: RITHY MEAN. Publish: Mountain Views News Dates Pub: Jan. 09, 16, 23, 30, 2016 [1136,1645,1354,1695]
notice-boilerplate: The registrant(s) has (have) commenced to transact business under the fictitious business name or names listed above on N/A. NOTICE: This Fictitious Business Name Statement expires five years from the date it was filed in the office of the County Clerk. A new Fictitious Business Name Statement must be filed prior to that date. The filing of this statement does not of itself authorize the use in this state of a Fictitious Business Name in violation of the rights of another under Federal, State, or common law (See section 14411 et seq., Business and Professions Code). [10,724,228,835]
notice-body: The following person(s) HUMBERTO CAMACHO, 4802 SANTA ANA ST., CUDAHY, CA 90201 have abandoned the use of the fictitious business name: LOS GORDOS DISTRIBUTION. Signed: JOSE ELIAS SEPULVEDAGEN PARTNER. Publish: Mountain Views News Dates Pub: Jan. 09, 16, 23, 30, 2016 [911,1255,1130,1316]
legal-notice [686,2136,904,2308]
notice-title: FICTITIOUS BUSINESS NAME STATEMENT [1136,1013,1306,1024]
notice-body: The following person(s) is (are) doing business as: SINO DEVELOPMENT ASSOCIATION, 9036 LAS TUNAS DR., TEMPLE CITY, CA 91780. Full name of registrant(s) is (are) GEORGE HSU, 1418 LA MIRADA ST., ALHAMBRA, CA 91801. This Business is conducted by: AN UNINCORPORATED ASSOCIATION. Signed: GEORGE HSU. This statement was filed with the County Clerk of Los Angeles County on 12/28/2015. Publish: Mountain Views News Dates Pub: Jan. 09, 16, 23, 30, 2016 [686,823,904,915]
notice-boilerplate: The registrant(s) has (have) commenced to transact business under the fictitious business name or names listed above on N/A. NOTICE: This Fictitious Business Name Statement expires five years from the date it was filed in the office of the County Clerk. A new Fictitious Business Name Statement must be filed prior to that date. The filing of this statement does not of itself authorize the use in this state of a Fictitious Business Name in violation of the rights of another under Federal, State, or common law (See section 14411 et seq., Business and Professions Code). [911,1715,1130,1827]
notice-file-number: File No. 2015-327244 [234,413,316,423]
footer-office: Office: 626.355.2737 [570,2540,665,2575]
notice-file-number: File No. 2015-325418 [686,1495,766,1505]
legal-notice [686,1035,904,1257]
notice-file-number: File No. 2016-000064 [911,1655,992,1665]
notice-file-number: File No. 2015-323864 [10,1095,90,1104]
notice-boilerplate: The registrant(s) has (have) commenced to transact business under the fictitious business name or names listed above on N/A. NOTICE: This Fictitious Business Name Statement expires five years from the date it was filed in the office of the County Clerk. A new Fictitious Business Name Statement must be filed prior to that date. The filing of this statement does not of itself authorize the use in this state of a Fictitious Business Name in violation of the rights of another under Federal, State, or common law (See section 14411 et seq., Business and Professions Code). [1136,673,1354,785]
notice-body: The following person(s) is (are) doing business as: S & L TIRE SERVICE, 256 ZENITH AVE., LA PUENTE, CA 91744. Full name of registrant(s) is (are) SALVADOR JUAREZ. This Business is conducted by: A GENERAL PARTNERSHIP. Signed: SALVADOR JUAREZ. This statement was filed with the County Clerk of Los Angeles County on 12/28/2015. Publish: Mountain Views News Dates Pub: Jan. 09, 16, 23, 30, 2016 [460,1705,679,1786]
notice-body: State, or common law (See section 14411 et seq., Business and Professions Code)Publish: Mountain Views News Dates Pub: Jan. 09, 16, 23, 30, 2016 [10,83,228,113]
notice-body: The following person(s) is (are) doing business as: MARSHALL REALTY & MORTGAGE, 807 E. MARSHALL ST., SAN GABRIEL, CA 91776. Full name of registrant(s) is (are) TIFFANY NHAN, 807 E. MARSHALL ST., SAN GABRIEL, CA 91776. This Business is conducted by: AN INDIVIDUAL. Signed: TIFFANY NHAN. This statement was filed with the County Clerk of Los Angeles County on 12/29/2015. Publish: Mountain Views News Dates Pub: Jan. 09, 16, 23, 30, 2016 [234,1315,453,1406]
notice-title: STATEMENT OF ABANDONMENT OF USE OF FICTITIOUS BUSINESS NAME [911,1024,1130,1044]
notice-body: BOXLEAF RD., PALMDALE, CA 93550. This Business is conducted by: A GENERAL PARTNERSHIP. Signed: PEDRO RENE RAMOS. This statement was filed with the County Clerk of Los Angeles County on 01/06/2016. Publish: Mountain Views News Dates Pub: Jan. 09, 16, 23, 30, 2016 [1136,83,1354,144]
legal-notice [10,383,228,605]
notice-title: STATEMENT OF ABANDONMENT OF USE OF FICTITIOUS BUSINESS NAME [911,1435,1130,1455]
legal-notice [912,793,1130,1015]
notice-body: seq., Business and Professions Code)Publish: Mountain Views News Dates Pub: Jan. 09, 16, 23, 30, 2016 [686,83,904,104]
notice-file-number: File No. 2015-323836 [234,182,316,193]
notice-file-number: File No. 2015-326571 [686,122,766,133]
notice-boilerplate: The registrant(s) has (have) commenced to transact business under the fictitious business name or names listed above on N/A. NOTICE: This Fictitious Business Name Statement expires five years from the date it was filed in the office of the County Clerk. A new Fictitious Business Name Statement must be filed prior to that date. The filing of this statement does not of itself authorize the use in this state of a Fictitious Business Name in violation of the rights of another under Federal, State, or common law (See section 14411 et seq., Business and Professions Code). [460,1785,679,1897]
notice-file-number: File No. 2015-326655 [911,372,992,383]
notice-title: FICTITIOUS BUSINESS NAME STATEMENT [686,342,854,353]
notice-file-number: File No. 2015-326467 [460,803,541,814]
notice-body: The following person(s) is (are) doing business as: ESNAR TRUCKING, 3210 PLEASANT ST, LYNWOOD, CA 90262. Full name of registrant(s) is (are) FRANCISCO ESPINOZA-CORTEZ, 3210 PLEASANT ST, LYNWOOD, CA 90262. This Business is conducted by: AN INDIVIDUAL. Signed: FRANCISCO ESPINOZA-CORTEZ. This statement was filed with the County Clerk of Los Angeles County on 12/31/2015. Publish: Mountain Views News Dates Pub: Jan. 09, 16, 23, 30, 2016 [10,634,228,725]
notice-boilerplate: The registrant(s) has (have) commenced to transact business under the fictitious business name or names listed above on N/A. NOTICE: This Fictitious Business Name Statement expires five years from the date it was filed in the office of the County Clerk. A new Fictitious Business Name Statement must be filed prior to that date. The filing of this statement does not of itself authorize the use in this state of a Fictitious Business Name in violation of the rights of another under Federal, State, or common law (See section 14411 et seq., Business and Professions Code). [10,263,228,374]
notice-boilerplate: The registrant(s) has (have) commenced to transact business under the fictitious business name or names listed above on N/A. NOTICE: This Fictitious Business Name Statement expires five years from the date it was filed in the office of the County Clerk. A new Fictitious Business Name Statement must be filed prior to that date. The filing of this statement does not of itself authorize the use in this state of a Fictitious Business Name in violation of the rights of another under Federal, State, or common law (See section 14411 et seq., Business and Professions Code). [911,1315,1130,1426]
notice-file-number: File No. 2015-323302 [686,1936,766,1946]
notice-body: The following person(s) is (are) doing business as: YOUR PHOTOBOOTH CREATIONS, 820 W. 42ND ST., L.A., CA 90037. Full name of registrant(s) is (are) DAVID ALLEY FALLOS BALMERON, 820 W. 42ND ST., L.A., CA 90037. This Business is conducted by: A MARRIED COUPLE. Signed: KAREN NATHALY FALLOS BALMERON. This statement was filed with the County Clerk of Los Angeles County on 12/29/2015. Publish: Mountain Views News Dates Pub: Jan. 09, 16, 23, 30, 2016 [911,152,1130,243]
legal-notice [10,1085,228,1317]
footer-paper: Mountain Views News [10,2540,119,2575]
legal-notice [1136,152,1354,364]
notice-boilerplate: The registrant(s) has (have) commenced to transact business under the fictitious business name or names listed above on N/A. NOTICE: This Fictitious Business Name Statement expires five years from the date it was filed in the office of the County Clerk. A new Fictitious Business Name Statement must be filed prior to that date. The filing of this statement does not of itself authorize the use in this state of a Fictitious Business Name in violation of the rights of another under Federal, State, or common law (See section 14411 et seq., Business and Professions Code). [1136,894,1354,1006]
notice-body: The following person(s) is (are) doing business as: NEZAH TECHNOLOGIES, PWRNOST, PWRNOOOK, WIRED IT, 14414 SAN ARDO DR., LA MIRADA, CA 90638. Full name of registrant(s) is (are) JORGE SUAREZ. This Business is conducted by: AN INDIVIDUAL. Signed: JORGE SUAREZ. This statement was filed with the County Clerk of Los Angeles County on 12/29/2015. Publish: Mountain Views News Dates Pub: Jan. 09, 16, 23, 30, 2016 [460,362,679,444]
footer-email-link[interactable]: Email: editor@mtnviewsnews.com [867,2540,1071,2575]
notice-body: The following person(s) is (are) doing business as: FAD TRUCKING, 38032 5TH ST. EAST APT 37, PALMDALE, CA 93550. Full name of registrant(s) is (are) FREDDY ALEJANDRO CORTES MARQUEZ, 38032 5TH ST EAST APT 37, PALMDALE, CA 93550. This Business is conducted by: A GENERAL PARTNERSHIP. Signed: JOHN DANIEL ARROYO. This statement was filed with the County Clerk of Los Angeles County on 12/28/2015. Publish: Mountain Views News Dates Pub: Jan. 09, 16, 23, 30, 2016 [10,1104,228,1206]
notice-body: The following person(s) THE METAL GU, 13236 CRENSHAW BLVD., GARDENA, CA 90249 have abandoned the use of the fictitious business name CALIFORNIA BATTERY CO. Publish: Mountain Views News Dates Pub: Jan. 09, 16, 23, 30, 2016 [911,1054,1130,1104]
notice-boilerplate: The registrant(s) has (have) commenced to transact business under the fictitious business name or names listed above on N/A. NOTICE: This Fictitious Business Name Statement expires five years from the date it was filed in the office of the County Clerk. A new Fictitious Business Name Statement must be filed prior to that date. The filing of this statement does not of itself authorize the use in this state of a Fictitious Business Name in violation of the rights of another under Federal, State, or common law (See section 14411 et seq., Business and Professions Code). [686,1586,904,1697]
notice-file-number: File No. 2016-000296 [1136,803,1218,814]
notice-boilerplate: The registrant(s) has (have) commenced to transact business under the fictitious business name or names listed above on N/A. NOTICE: This Fictitious Business Name Statement expires five years from the date it was filed in the office of the County Clerk. A new Fictitious Business Name Statement must be filed prior to that date. The filing of this statement does not of itself authorize the use in this state of a Fictitious Business Name in violation of the rights of another under Federal, State, or common law (See section 14411 et seq., Business and Professions Code). [234,744,453,855]
notice-body: The following person(s) is (are) doing business as: ZERIMAR DEPOT KITCHEN & BATH, 11170 ATLANTIC AVE., LYNWOOD, CA 90262. Full name of registrant(s) is (are) CARMEN M. MONTOYA. This Business is conducted by: AN INDIVIDUAL. Signed: CARMEN M. MONTOYA. This statement was filed with the County Clerk of Los Angeles County on 12/30/2015. Publish: Mountain Views News Dates Pub: Jan. 09, 16, 23, 30, 2016 [911,383,1130,464]
notice-boilerplate: The registrant(s) has (have) commenced to transact business under the fictitious business name or names listed above on N/A. NOTICE: This Fictitious Business Name Statement expires five years from the date it was filed in the office of the County Clerk. A new Fictitious Business Name Statement must be filed prior to that date. The filing of this statement does not of itself authorize the use in this state of a Fictitious Business Name in violation of the rights of another under Federal, State, or common law (See section 14411 et seq., Business and Professions Code). [10,1897,228,2008]
notice-file-number: File No. 2015-325377 [234,1095,316,1104]
notice-boilerplate: The registrant(s) has (have) commenced to transact business under the fictitious business name or names listed above on N/A. NOTICE: This Fictitious Business Name Statement expires five years from the date it was filed in the office of the County Clerk. A new Fictitious Business Name Statement must be filed prior to that date. The filing of this statement does not of itself authorize the use in this state of a Fictitious Business Name in violation of the rights of another under Federal, State, or common law (See section 14411 et seq., Business and Professions Code). [460,443,679,554]
notice-title: FICTITIOUS BUSINESS NAME STATEMENT [10,1084,178,1095]
notice-body: The following person(s) is (are) doing business as: MARSHALL AUTO TRANSPORTATION, 807 E. MARSHALL ST., SAN GABRIEL, CA 91776. This Business is conducted by: AN INDIVIDUAL. Signed: NABIL KAWI. This statement was filed with the County Clerk of Los Angeles County on 12/29/2015. Publish: Mountain Views News Dates Pub: Jan. 09, 16, 23, 30, 2016 [234,1104,453,1175]
legal-notice [460,112,678,334]
notice-body: The following person(s) is (are) doing business as: WATKINS & ASSOCIATES, 712 IVY ST., GLENDORA, CA 91740. Full name of registrant(s) is (are) JOHN E. WATKINS. Publish: Mountain Views News [686,2157,904,2197]
legal-notice [912,1435,1130,1636]
legal-notice [460,1686,678,1898]
notice-file-number: File No. 2016-003066 [1136,1825,1218,1836]
legal-notice [10,83,228,113]
notice-title: FICTITIOUS BUSINESS NAME STATEMENT [686,1705,854,1716]
notice-title: FICTITIOUS BUSINESS NAME STATEMENT [686,1264,854,1275]
notice-body: The following person(s) is (are) doing business as: JLCC CONSTRUCTION, 5128 FLORINDA AVE., TEMPLE CITY, CA 91780. Full name of registrant(s) is (are) JENNIFER C. LEE, 5128 FLORINDA AVE., TEMPLE CITY, CA 91780. This Business is conducted by: AN INDIVIDUAL. Signed: JENNIFER C. LEE. This statement was filed with the County Clerk of Los Angeles County on 12/31/2015. Publish: Mountain Views News Dates Pub: Jan. 09, 16, 23, 30, 2016 [234,423,453,514]
legal-notice [235,1295,453,1517]
notice-title: FICTITIOUS BUSINESS NAME STATEMENT [460,1244,630,1255]
notice-title: STATEMENT OF WITHDRAWAL FROM PARTNERSHIP OPERATING UNDER FICTITIOUS BUSINESS NAME [911,583,1130,604]
notice-file-number: File No. 2015-324869 [911,142,992,153]
legal-notice [1136,583,1354,785]
notice-boilerplate: The registrant(s) has (have) commenced to transact business under the fictitious business name or names listed above on N/A. NOTICE: This Fictitious Business Name Statement expires five years from the date it was filed in the office of the County Clerk. A new Fictitious Business Name Statement must be filed prior to that date. The filing of this statement does not of itself authorize the use in this state of a Fictitious Business Name in violation of the rights of another under Federal, State, or common law (See section 14411 et seq., Business and Professions Code). [460,223,679,334]
notice-body: The following person(s) is (are) doing business as: SELASSIE BURKE ENTERTAINMENT, 11865 MONTGOMERY DR, RANCHO CUCAMONGA, CA 91730. Full name of registrant(s) is (are) SOLOMON H. SELASSIE BURKE. This Business is conducted by: AN INDIVIDUAL. Signed: SOLOMON H. SELASSIE BURKE. This statement was filed with the County Clerk of Los Angeles County on 12/30/2015. Publish: Mountain Views News Dates Pub: Jan. 09, 16, 23, 30, 2016 [686,132,904,223]
notice-body: The following person(s) is (are) doing business as: ORDINARY LIFE, SOUTH CALIF CAR CLUB, 11728 STUDEBAKER RD., NORWALK, CA 90650. Full name of registrant(s) is (are) JIMMY SANCHEZ GARCIA, ISIDRO BARBA. This Business is conducted by: A GENERAL PARTNERSHIP. Signed: JIMMY SANCHEZ GARCIA. This statement was filed with the County Clerk of Los Angeles County on 12/29/2015. Publish: Mountain Views News Dates Pub: Jan. 09, 16, 23, 30, 2016 [460,583,679,674]
legal-notice [235,403,453,625]
notice-boilerplate: The registrant(s) has (have) commenced to transact business under the fictitious business name or names listed above on N/A. NOTICE: This Fictitious Business Name Statement expires five years from the date it was filed in the office of the County Clerk. A new Fictitious Business Name Statement must be filed prior to that date. The filing of this statement does not of itself authorize the use in this state of a Fictitious Business Name in violation of the rights of another under Federal, State, or common law (See section 14411 et seq., Business and Professions Code). [234,513,453,625]
notice-title: FICTITIOUS BUSINESS NAME STATEMENT [460,1906,630,1916]
notice-title: FICTITIOUS BUSINESS NAME STATEMENT [460,1685,630,1695]
notice-boilerplate: The registrant(s) has (have) commenced to transact business under the fictitious business name or names listed above on N/A. NOTICE: This Fictitious Business Name Statement expires five years from the date it was filed in the office of the County Clerk. A new Fictitious Business Name Statement must be filed prior to that date. The filing of this statement does not of itself authorize the use in this state of a Fictitious Business Name in violation of the rights of another under Federal, State, or common law (See section 14411 et seq., Business and Professions Code). [460,904,679,1015]
notice-boilerplate: The registrant(s) has (have) commenced to transact business under the fictitious business name or names listed above on N/A. NOTICE: This Fictitious Business Name Statement expires five years from the date it was filed in the office of the County Clerk. A new Fictitious Business Name Statement must be filed prior to that date. The filing of this statement does not of itself authorize the use in this state of a Fictitious Business Name in violation of the rights of another under Federal, State, or common law (See section 14411 et seq., Business and Professions Code). [911,1915,1130,2027]
legal-notice [912,1835,1130,2027]
legal-notice [10,1556,228,1787]
notice-title: FICTITIOUS BUSINESS NAME STATEMENT [460,563,630,574]
notice-boilerplate: The registrant(s) has (have) commenced to transact business under the fictitious business name or names listed above on N/A. NOTICE: This Fictitious Business Name Statement expires five years from the date it was filed in the office of the County Clerk. A new Fictitious Business Name Statement must be filed prior to that date. The filing of this statement does not of itself authorize the use in this state of a Fictitious Business Name in violation of the rights of another under Federal, State, or common law (See section 14411 et seq., Business and Professions Code). [234,1406,453,1517]
notice-title: FICTITIOUS BUSINESS NAME STATEMENT [460,793,630,804]
legal-notice [460,793,678,1015]
legal-notice [10,613,228,835]
column-2 [235,83,453,2540]
notice-boilerplate: The registrant(s) has (have) commenced to transact business under the fictitious business name or names listed above on N/A. NOTICE: This Fictitious Business Name Statement expires five years from the date it was filed in the office of the County Clerk. A new Fictitious Business Name Statement must be filed prior to that date. The filing of this statement does not of itself authorize the use in this state of a Fictitious Business Name in violation of the rights of another under Federal, State, or common law (See section 14411 et seq., Business and Professions Code). [686,2016,904,2127]
legal-notice [1136,793,1354,1006]
notice-file-number: File No. 2015-325101 [10,2027,90,2037]
notice-title: FICTITIOUS BUSINESS NAME STATEMENT [234,403,404,414]
legal-notice [1136,83,1354,143]
legal-notice [235,634,453,855]
notice-body: The following person(s) is (are) doing business as: INDIAN FEAST, 22411 DEL VALLE ST. #8, WOODLAND HILLS, CA 91364. Full name of registrant(s) is (are) IMRY FAABORG. This Business is conducted by: AN INDIVIDUAL. Signed: IMRY FAABORG. Publish: Mountain Views News Dates Pub: Jan. 09, 16, 23, 30, 2016 [1136,1244,1354,1305]
